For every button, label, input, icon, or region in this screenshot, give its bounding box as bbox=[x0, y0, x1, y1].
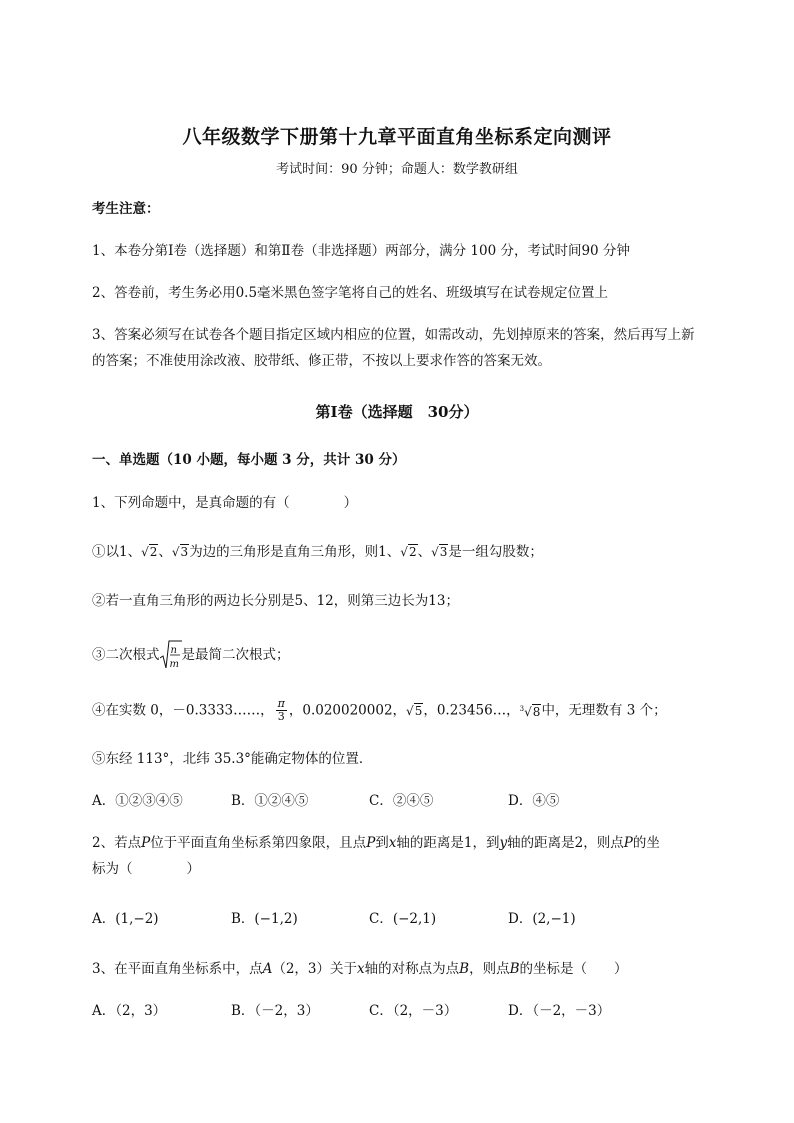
q1-option-c[interactable]: C．②④⑤ bbox=[369, 793, 434, 809]
q3-text-b: （2，3）关于 bbox=[272, 961, 358, 977]
q2-option-b[interactable]: B．(−1,2) bbox=[231, 911, 298, 927]
q1-s4-text-c: ，0.23456…， bbox=[423, 702, 520, 719]
notice-item-3-line-1: 3、答案必须写在试卷各个题目指定区域内相应的位置，如需改动，先划掉原来的答案，然后再写上新 bbox=[92, 327, 695, 343]
q2-text-b: 位于平面直角坐标系第四象限，且点 bbox=[150, 835, 367, 851]
q1-stem: 1、下列命题中，是真命题的有（ ） bbox=[92, 495, 358, 511]
notice-item-1: 1、本卷分第Ⅰ卷（选择题）和第Ⅱ卷（非选择题）两部分，满分 100 分，考试时间90 分钟 bbox=[92, 243, 630, 259]
q1-statement-4 bbox=[92, 698, 667, 726]
cube-root-8: $^3$√8 bbox=[519, 705, 541, 719]
part-heading: 一、单选题（10 小题，每小题 3 分，共计 30 分） bbox=[92, 452, 406, 468]
sqrt-2: √2 bbox=[400, 545, 417, 559]
q2-option-a[interactable]: A．(1,−2) bbox=[92, 911, 159, 927]
notice-heading: 考生注意： bbox=[92, 201, 160, 217]
q1-s4-text-a: ④在实数 0，－0.3333……， bbox=[92, 702, 274, 719]
fraction-pi-over-3: $\frac{\pi}{3}$ bbox=[277, 697, 285, 723]
q1-option-d[interactable]: D．④⑤ bbox=[508, 793, 560, 809]
q2-text-e: 轴的距离是2，则点 bbox=[507, 835, 624, 851]
q3-option-c[interactable]: C．（2，－3） bbox=[369, 1003, 458, 1019]
q2-stem-line-1 bbox=[92, 834, 660, 852]
sqrt-3: √3 bbox=[171, 545, 189, 559]
var-p: P bbox=[141, 835, 151, 851]
fraction-denominator: m bbox=[169, 659, 179, 670]
q3-option-a[interactable]: A．（2，3） bbox=[92, 1003, 167, 1019]
q2-option-d[interactable]: D．(2,−1) bbox=[508, 911, 576, 927]
var-b: B bbox=[509, 961, 520, 977]
q2-text-a: 2、若点 bbox=[92, 835, 142, 851]
var-x: x bbox=[388, 835, 397, 851]
q2-text-d: 轴的距离是1，到 bbox=[396, 835, 500, 851]
q2-stem-line-2: 标为（ ） bbox=[92, 861, 200, 877]
q1-s3-text-a: ③二次根式 bbox=[92, 647, 160, 663]
section-title: 第Ⅰ卷（选择题 30分） bbox=[315, 403, 479, 421]
fraction-numerator: n bbox=[170, 645, 177, 656]
q3-text-a: 3、在平面直角坐标系中，点 bbox=[92, 961, 263, 977]
notice-item-2: 2、答卷前，考生务必用0.5毫米黑色签字笔将自己的姓名、班级填写在试卷规定位置上 bbox=[92, 285, 609, 301]
q3-option-b[interactable]: B．（－2，3） bbox=[231, 1003, 319, 1019]
q1-s4-text-d: 中，无理数有 3 个； bbox=[541, 702, 667, 719]
q1-option-a[interactable]: A．①②③④⑤ bbox=[92, 793, 183, 809]
q1-s1-text-e: 是一组勾股数； bbox=[448, 544, 543, 560]
q2-option-c[interactable]: C．(−2,1) bbox=[369, 911, 437, 927]
q1-s1-text-d: 、 bbox=[417, 544, 432, 560]
exam-title: 八年级数学下册第十九章平面直角坐标系定向测评 bbox=[182, 126, 612, 148]
q1-options bbox=[92, 792, 702, 810]
var-y: y bbox=[499, 835, 508, 851]
q3-text-c: 轴的对称点为点 bbox=[364, 961, 460, 977]
var-a: A bbox=[262, 961, 273, 977]
sqrt-5: √5 bbox=[406, 703, 423, 718]
q1-s1-text-b: 、 bbox=[158, 544, 172, 560]
q1-statement-1 bbox=[92, 543, 543, 561]
q2-text-c: 到 bbox=[375, 835, 389, 851]
q1-statement-2: ②若一直角三角形的两边长分别是5、12，则第三边长为13； bbox=[92, 593, 459, 609]
q1-s1-text-a: ①以1、 bbox=[92, 544, 142, 560]
q3-option-d[interactable]: D．（－2，－3） bbox=[508, 1003, 611, 1019]
q1-statement-5: ⑤东经 113°，北纬 35.3°能确定物体的位置． bbox=[92, 751, 373, 767]
sqrt-3: √3 bbox=[431, 545, 448, 559]
exam-subtitle: 考试时间：90 分钟；命题人：数学教研组 bbox=[276, 162, 518, 177]
q3-text-d: ，则点 bbox=[469, 961, 510, 977]
q2-text-f: 的坐 bbox=[632, 835, 660, 851]
sqrt-n-over-m bbox=[160, 640, 182, 670]
q1-s1-text-c: 为边的三角形是直角三角形，则1、 bbox=[189, 544, 401, 560]
q3-stem bbox=[92, 960, 628, 978]
var-x: x bbox=[357, 961, 365, 977]
q2-options bbox=[92, 910, 702, 928]
q1-option-b[interactable]: B．①②④⑤ bbox=[231, 793, 309, 809]
var-p: P bbox=[623, 835, 633, 851]
var-b: B bbox=[459, 961, 470, 977]
var-p: P bbox=[366, 835, 376, 851]
sqrt-2: √2 bbox=[141, 545, 158, 559]
q3-text-e: 的坐标是（ ） bbox=[519, 961, 628, 977]
q3-options bbox=[92, 1002, 702, 1020]
q1-s3-text-b: 是最简二次根式； bbox=[181, 647, 290, 663]
q1-statement-3 bbox=[92, 640, 290, 668]
q1-s4-text-b: ，0.020020002， bbox=[288, 702, 407, 719]
notice-item-3-line-2: 的答案；不准使用涂改液、胶带纸、修正带，不按以上要求作答的答案无效。 bbox=[92, 353, 551, 369]
